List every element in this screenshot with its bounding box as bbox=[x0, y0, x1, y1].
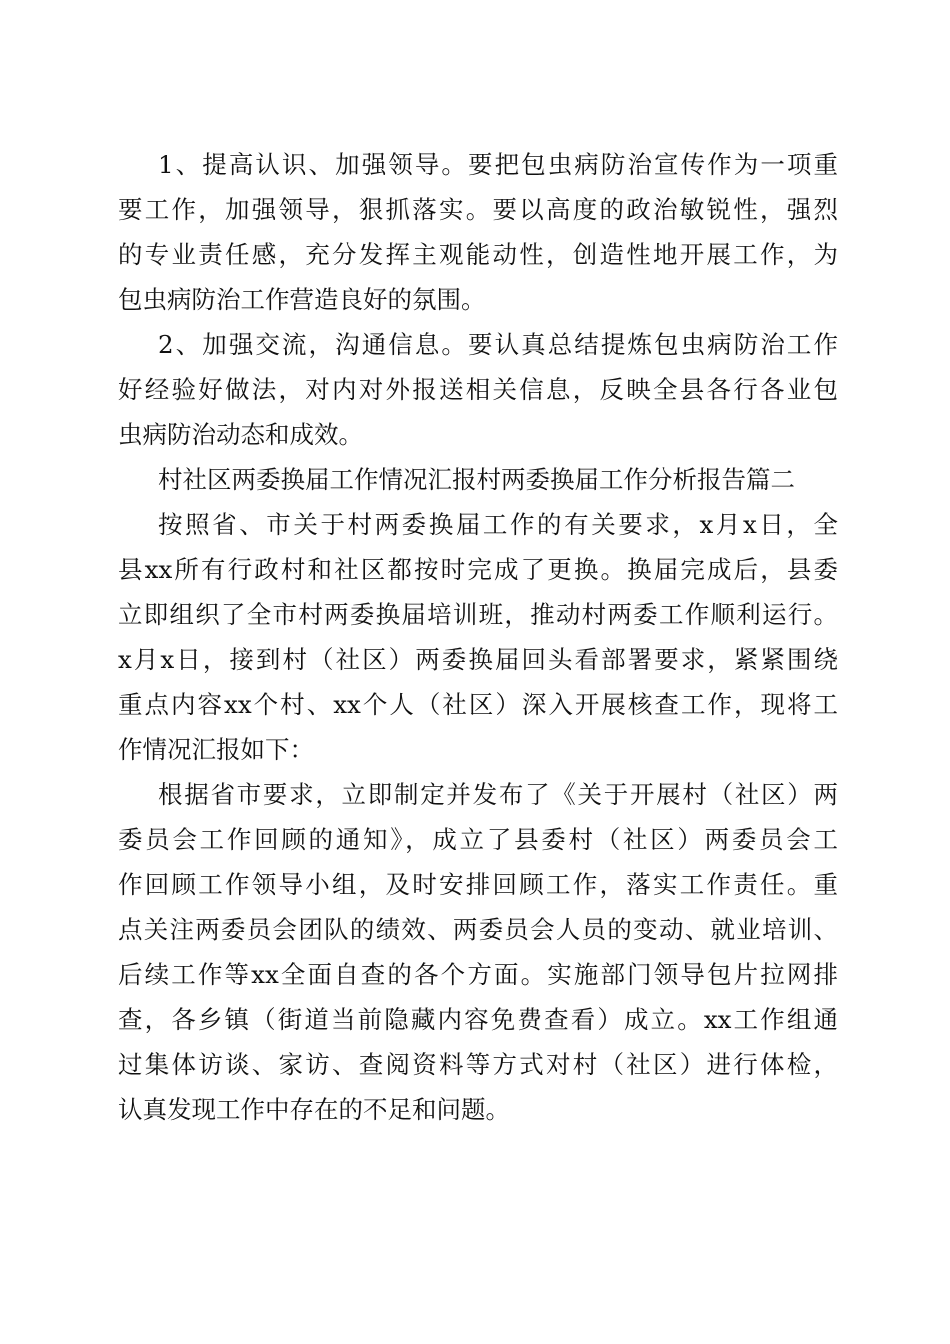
paragraph-line: x月x日，接到村（社区）两委换届回头看部署要求，紧紧围绕 bbox=[118, 645, 838, 674]
paragraph-line: 点关注两委员会团队的绩效、两委员会人员的变动、就业培训、 bbox=[118, 915, 838, 944]
paragraph-line: 查，各乡镇（街道当前隐藏内容免费查看）成立。xx工作组通 bbox=[118, 1005, 838, 1034]
paragraph-line: 虫病防治动态和成效。 bbox=[118, 420, 363, 449]
paragraph-line: 认真发现工作中存在的不足和问题。 bbox=[118, 1095, 510, 1124]
paragraph-line: 作回顾工作领导小组，及时安排回顾工作，落实工作责任。重 bbox=[118, 870, 838, 899]
paragraph-line: 县xx所有行政村和社区都按时完成了更换。换届完成后，县委 bbox=[118, 555, 838, 584]
document-body bbox=[118, 142, 838, 1132]
paragraph-line: 委员会工作回顾的通知》，成立了县委村（社区）两委员会工 bbox=[118, 825, 838, 854]
paragraph-line: 的专业责任感，充分发挥主观能动性，创造性地开展工作，为 bbox=[118, 240, 838, 269]
paragraph-line: 包虫病防治工作营造良好的氛围。 bbox=[118, 285, 486, 314]
paragraph-line: 2、加强交流，沟通信息。要认真总结提炼包虫病防治工作 bbox=[158, 330, 838, 359]
paragraph-line: 要工作，加强领导，狠抓落实。要以高度的政治敏锐性，强烈 bbox=[118, 195, 838, 224]
paragraph-line: 作情况汇报如下： bbox=[118, 735, 314, 764]
paragraph-line: 1、提高认识、加强领导。要把包虫病防治宣传作为一项重 bbox=[158, 150, 838, 179]
paragraph-line: 根据省市要求，立即制定并发布了《关于开展村（社区）两 bbox=[158, 780, 838, 809]
paragraph-line: 后续工作等xx全面自查的各个方面。实施部门领导包片拉网排 bbox=[118, 960, 838, 989]
paragraph-line: 过集体访谈、家访、查阅资料等方式对村（社区）进行体检， bbox=[118, 1050, 838, 1079]
section-heading: 村社区两委换届工作情况汇报村两委换届工作分析报告篇二 bbox=[158, 465, 795, 494]
paragraph-line: 按照省、市关于村两委换届工作的有关要求，x月x日，全 bbox=[158, 510, 838, 539]
paragraph-line: 重点内容xx个村、xx个人（社区）深入开展核查工作，现将工 bbox=[118, 690, 838, 719]
paragraph-line: 好经验好做法，对内对外报送相关信息，反映全县各行各业包 bbox=[118, 375, 838, 404]
paragraph-line: 立即组织了全市村两委换届培训班，推动村两委工作顺利运行。 bbox=[118, 600, 838, 629]
